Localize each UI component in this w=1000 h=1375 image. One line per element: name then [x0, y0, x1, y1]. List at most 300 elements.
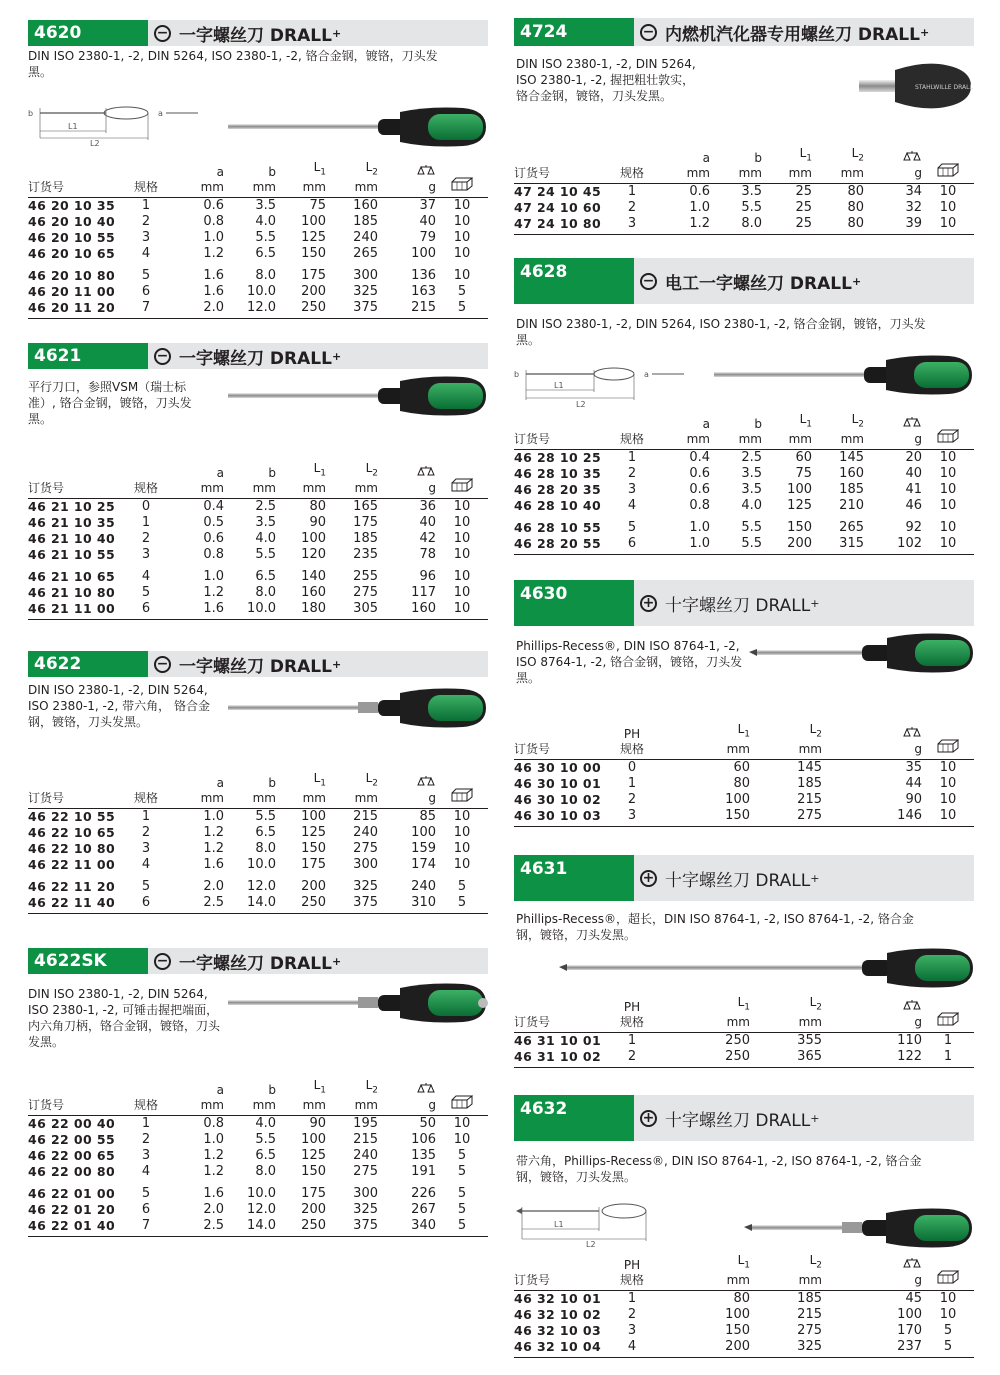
value-cell: 0.6	[689, 466, 710, 482]
size: 2	[141, 825, 151, 841]
value-cell: 305	[326, 601, 378, 620]
phillips-tip-icon: +	[640, 595, 657, 612]
value-cell: 96	[419, 569, 436, 585]
screwdriver-image	[228, 373, 490, 419]
order-number: 46 28 10 25	[514, 450, 602, 466]
table-row	[514, 1049, 974, 1068]
dimension-diagram	[514, 1197, 674, 1247]
value-cell: 146	[822, 808, 922, 827]
section-header	[28, 343, 488, 369]
value-cell: 160	[839, 466, 864, 482]
value-cell: 25	[762, 216, 812, 235]
pack-qty: 10	[939, 466, 957, 482]
table-row	[28, 1132, 488, 1148]
size: 2	[627, 466, 637, 482]
value-cell: 150	[301, 1164, 326, 1180]
value-cell: 240	[411, 879, 436, 895]
table-row	[514, 776, 974, 792]
spec-table: 订货号 PH 规格 $L_1$ mm $L_2$ mm g 46 30 10 00 0 60 145 35 10 46 30 10 01 1 80 185 44 10 46 30 10 02 2 100 215 90 10 46 30 10 03 3 150 275 146 10	[514, 722, 974, 827]
value-cell: 102	[864, 536, 922, 555]
box-icon	[451, 478, 473, 492]
value-cell: 140	[301, 569, 326, 585]
scale-icon	[416, 165, 436, 176]
description: DIN ISO 2380-1, -2, DIN 5264, ISO 2380-1, -2, 带六角， 铬合金钢，镀铬，刀头发黑。	[28, 683, 210, 729]
order-number: 46 22 00 55	[28, 1132, 116, 1148]
value-cell: 340	[378, 1218, 436, 1237]
value-cell: 315	[812, 536, 864, 555]
size: 4	[141, 1164, 151, 1180]
article-code: 4621	[28, 343, 148, 369]
table-row	[28, 214, 488, 230]
pack-qty: 10	[453, 268, 471, 284]
col-size: 规格	[133, 1098, 158, 1113]
size: 3	[627, 482, 637, 498]
value-cell: 275	[797, 1323, 822, 1339]
value-cell: 6.5	[255, 1148, 276, 1164]
value-cell: 150	[301, 841, 326, 857]
order-number: 46 21 10 80	[28, 585, 116, 601]
value-cell: 110	[897, 1033, 922, 1049]
order-number: 46 22 01 00	[28, 1186, 116, 1202]
table-row	[28, 1148, 488, 1164]
box-icon	[451, 177, 473, 191]
description: DIN ISO 2380-1, -2, DIN 5264, ISO 2380-1, -2, 可锤击握把端面，内六角刀柄，铬合金钢，镀铬，刀头发黑。	[28, 987, 221, 1049]
value-cell: 3.5	[741, 482, 762, 498]
section-header	[514, 18, 974, 46]
value-cell: 145	[797, 760, 822, 776]
value-cell: 5.5	[741, 200, 762, 216]
pack-qty: 5	[436, 895, 488, 914]
value-cell: 2.0	[203, 879, 224, 895]
value-cell: 32	[905, 200, 922, 216]
value-cell: 265	[353, 246, 378, 262]
col-order-no: 订货号	[28, 1098, 65, 1113]
value-cell: 1.2	[203, 825, 224, 841]
value-cell: 40	[905, 466, 922, 482]
col-order-no: 订货号	[514, 1015, 551, 1030]
pack-qty: 10	[453, 569, 471, 585]
value-cell: 0.6	[689, 184, 710, 200]
value-cell: 2.5	[255, 499, 276, 515]
size: 5	[141, 585, 151, 601]
pack-qty: 10	[453, 499, 471, 515]
size: 4	[141, 246, 151, 262]
slotted-tip-icon: −	[154, 348, 171, 365]
value-cell: 10.0	[224, 601, 276, 620]
value-cell: 80	[847, 200, 864, 216]
col-size: 规格	[133, 481, 158, 496]
table-row	[28, 585, 488, 601]
value-cell: 80	[847, 184, 864, 200]
value-cell: 46	[905, 498, 922, 514]
dimension-diagram	[514, 362, 694, 412]
size: 3	[141, 841, 151, 857]
svg-text:L2: L2	[586, 1240, 596, 1247]
svg-text:a: a	[644, 370, 649, 379]
value-cell: 2.5	[741, 450, 762, 466]
order-number: 46 30 10 01	[514, 776, 602, 792]
slotted-tip-icon: −	[154, 25, 171, 42]
pack-qty: 10	[939, 498, 957, 514]
table-row	[514, 498, 974, 514]
box-icon	[937, 1270, 959, 1284]
value-cell: 250	[276, 1218, 326, 1237]
value-cell: 240	[353, 825, 378, 841]
value-cell: 8.0	[255, 268, 276, 284]
table-row	[514, 514, 974, 536]
size: 2	[602, 1049, 662, 1068]
col-size: 规格	[619, 1273, 644, 1288]
value-cell: 44	[905, 776, 922, 792]
value-cell: 3.5	[255, 198, 276, 214]
table-row	[28, 895, 488, 914]
table-row	[514, 482, 974, 498]
value-cell: 92	[905, 520, 922, 536]
pack-qty: 10	[453, 531, 471, 547]
pack-qty: 5	[457, 879, 467, 895]
value-cell: 100	[725, 792, 750, 808]
size: 1	[627, 1033, 637, 1049]
size: 6	[141, 284, 151, 300]
value-cell: 325	[353, 284, 378, 300]
value-cell: 12.0	[224, 300, 276, 319]
value-cell: 100	[411, 825, 436, 841]
section-header	[28, 20, 488, 46]
value-cell: 80	[309, 499, 326, 515]
value-cell: 275	[353, 585, 378, 601]
size: 1	[627, 1291, 637, 1307]
table-row	[28, 563, 488, 585]
description: DIN ISO 2380-1, -2, DIN 5264, ISO 2380-1, -2, 握把粗壮敦实，铬合金钢，镀铬，刀头发黑。	[516, 57, 696, 103]
value-cell: 100	[725, 1307, 750, 1323]
value-cell: 325	[353, 1202, 378, 1218]
value-cell: 185	[353, 214, 378, 230]
table-row	[514, 1339, 974, 1358]
section-4622sk	[28, 948, 488, 1258]
value-cell: 175	[353, 515, 378, 531]
section-4724	[514, 18, 974, 240]
table-row	[28, 601, 488, 620]
box-icon	[451, 788, 473, 802]
value-cell: 100	[301, 1132, 326, 1148]
size: 1	[141, 198, 151, 214]
value-cell: 6.5	[255, 825, 276, 841]
order-number: 46 20 11 00	[28, 284, 116, 300]
screwdriver-image	[744, 1205, 976, 1251]
size: 4	[602, 1339, 662, 1358]
value-cell: 310	[378, 895, 436, 914]
screwdriver-image	[559, 945, 977, 991]
size: 1	[627, 184, 637, 200]
value-cell: 5.5	[255, 547, 276, 563]
size: 1	[627, 776, 637, 792]
value-cell: 60	[795, 450, 812, 466]
value-cell: 365	[750, 1049, 822, 1068]
table-row	[28, 857, 488, 873]
size: 4	[141, 569, 151, 585]
value-cell: 100	[411, 246, 436, 262]
value-cell: 265	[839, 520, 864, 536]
description: 平行刀口，参照VSM（瑞士标准）, 铬合金钢，镀铬，刀头发黑。	[28, 380, 192, 426]
value-cell: 90	[905, 792, 922, 808]
value-cell: 117	[411, 585, 436, 601]
article-code: 4622SK	[28, 948, 148, 974]
size: 5	[627, 520, 637, 536]
pack-qty: 5	[457, 284, 467, 300]
table-row	[28, 873, 488, 895]
size: 2	[627, 1307, 637, 1323]
order-number: 46 22 01 40	[28, 1218, 116, 1237]
value-cell: 5.5	[255, 230, 276, 246]
value-cell: 150	[787, 520, 812, 536]
svg-text:L2: L2	[90, 139, 100, 148]
value-cell: 35	[905, 760, 922, 776]
value-cell: 174	[411, 857, 436, 873]
box-icon	[937, 1012, 959, 1026]
order-number: 46 32 10 04	[514, 1339, 602, 1358]
pack-qty: 10	[453, 515, 471, 531]
col-order-no: 订货号	[514, 1273, 551, 1288]
order-number: 46 28 10 35	[514, 466, 602, 482]
value-cell: 250	[276, 895, 326, 914]
size: 3	[141, 547, 151, 563]
value-cell: 185	[797, 776, 822, 792]
value-cell: 45	[905, 1291, 922, 1307]
pack-qty: 10	[939, 520, 957, 536]
table-row	[28, 230, 488, 246]
spec-table: 订货号 规格 a mm b mm $L_1$ mm $L_2$ mm g 47 24 10 45 1 0.6 3.5 25 80 34 10 47 24 10 60 2 1.0 5.5 25 80 32 10 47 24 10 80 3 1.2 8.0 25 80 39 10	[514, 146, 974, 235]
table-row	[514, 808, 974, 827]
section-4621	[28, 343, 488, 633]
size: 6	[602, 536, 662, 555]
value-cell: 1.6	[203, 857, 224, 873]
value-cell: 0.8	[203, 547, 224, 563]
section-title: − 一字螺丝刀 DRALL +	[148, 949, 341, 974]
pack-qty: 5	[922, 1339, 974, 1358]
value-cell: 0.8	[203, 214, 224, 230]
scale-icon	[902, 727, 922, 738]
value-cell: 165	[353, 499, 378, 515]
section-title: − 电工一字螺丝刀 DRALL +	[634, 269, 861, 294]
pack-qty: 10	[453, 230, 471, 246]
pack-qty: 10	[453, 809, 471, 825]
value-cell: 0.6	[203, 198, 224, 214]
col-order-no: 订货号	[514, 432, 551, 447]
section-title: + 十字螺丝刀 DRALL +	[634, 1106, 819, 1131]
spec-table: 订货号 规格 a mm b mm $L_1$ mm $L_2$ mm g 46 20 10 35 1 0.6 3.5 75 160 37 10 46 20 10 40 2 0.8 4.0 100 185 40 10 46 20 10 55 3 1.0 5.5 125 240 79 10 46 20 10 65 4 1.2 6.5 150 265 100 10 46 20 10 80 5 1.6 8.0 175 300 136 10 46 20 11 00 6 1.6 10.0 200 325 163 5 46 20 11 20 7 2.0 12.0 250 375 215 5	[28, 160, 488, 319]
value-cell: 275	[353, 1164, 378, 1180]
value-cell: 355	[797, 1033, 822, 1049]
value-cell: 90	[309, 515, 326, 531]
value-cell: 2.5	[176, 1218, 224, 1237]
value-cell: 210	[839, 498, 864, 514]
pack-qty: 10	[939, 1291, 957, 1307]
order-number: 46 31 10 02	[514, 1049, 602, 1068]
value-cell: 300	[353, 1186, 378, 1202]
article-code: 4724	[514, 18, 634, 46]
slotted-tip-icon: −	[154, 656, 171, 673]
value-cell: 1.6	[203, 284, 224, 300]
scale-icon	[902, 1000, 922, 1011]
svg-text:b: b	[28, 109, 34, 118]
order-number: 46 32 10 01	[514, 1291, 602, 1307]
size: 3	[627, 1323, 637, 1339]
pack-qty: 10	[922, 536, 974, 555]
value-cell: 275	[750, 808, 822, 827]
value-cell: 275	[353, 841, 378, 857]
value-cell: 14.0	[224, 895, 276, 914]
order-number: 46 22 11 40	[28, 895, 116, 914]
value-cell: 5.5	[255, 809, 276, 825]
description: 带六角，Phillips-Recess®, DIN ISO 8764-1, -2, ISO 8764-1, -2, 铬合金钢，镀铬，刀头发黑。	[516, 1154, 922, 1184]
value-cell: 125	[301, 825, 326, 841]
table-row	[28, 515, 488, 531]
section-4630	[514, 580, 974, 835]
order-number: 46 20 10 55	[28, 230, 116, 246]
order-number: 46 21 10 35	[28, 515, 116, 531]
col-size: 规格	[619, 742, 644, 757]
value-cell: 160	[378, 601, 436, 620]
svg-text:a: a	[158, 109, 163, 118]
spec-table: 订货号 PH 规格 $L_1$ mm $L_2$ mm g 46 31 10 01 1 250 355 110 1 46 31 10 02 2 250 365 122 1	[514, 995, 974, 1068]
value-cell: 240	[353, 230, 378, 246]
value-cell: 5.5	[710, 536, 762, 555]
order-number: 47 24 10 45	[514, 184, 602, 200]
pack-qty: 5	[457, 1164, 467, 1180]
value-cell: 34	[905, 184, 922, 200]
order-number: 46 20 11 20	[28, 300, 116, 319]
value-cell: 100	[301, 531, 326, 547]
value-cell: 185	[797, 1291, 822, 1307]
value-cell: 10.0	[247, 857, 276, 873]
pack-qty: 10	[922, 808, 974, 827]
scale-icon	[416, 466, 436, 477]
size: 2	[627, 792, 637, 808]
table-row	[28, 1202, 488, 1218]
value-cell: 170	[897, 1323, 922, 1339]
value-cell: 160	[301, 585, 326, 601]
table-row	[514, 216, 974, 235]
col-size: 规格	[619, 166, 644, 181]
value-cell: 195	[353, 1116, 378, 1132]
order-number: 46 32 10 02	[514, 1307, 602, 1323]
article-code: 4631	[514, 855, 634, 901]
table-row	[28, 1180, 488, 1202]
screwdriver-image	[228, 685, 490, 731]
order-number: 47 24 10 80	[514, 216, 602, 235]
value-cell: 3.5	[741, 466, 762, 482]
pack-qty: 1	[922, 1049, 974, 1068]
value-cell: 6.5	[255, 246, 276, 262]
size: 3	[602, 216, 662, 235]
col-order-no: 订货号	[28, 180, 65, 195]
pack-qty: 5	[457, 1186, 467, 1202]
svg-text:L1: L1	[554, 381, 564, 390]
pack-qty: 10	[939, 776, 957, 792]
order-number: 46 20 10 65	[28, 246, 116, 262]
value-cell: 4.0	[255, 1116, 276, 1132]
svg-text:L2: L2	[576, 400, 586, 409]
pack-qty: 10	[939, 760, 957, 776]
size: 0	[627, 760, 637, 776]
value-cell: 250	[276, 300, 326, 319]
value-cell: 159	[411, 841, 436, 857]
size: 4	[141, 857, 151, 873]
order-number: 46 20 10 80	[28, 268, 116, 284]
spec-table: 订货号 规格 a mm b mm $L_1$ mm $L_2$ mm g 46 28 10 25 1 0.4 2.5 60 145 20 10 46 28 10 35 2 0.6 3.5 75 160 40 10 46 28 20 35 3 0.6 3.5 100 185 41 10 46 28 10 40 4 0.8 4.0 125 210 46 10 46 28 10 55 5 1.0 5.5 150 265 92 10 46 28 20 55 6 1.0 5.5 200 315 102 10	[514, 412, 974, 555]
order-number: 46 22 10 65	[28, 825, 116, 841]
phillips-tip-icon: +	[640, 870, 657, 887]
pack-qty: 10	[436, 601, 488, 620]
order-number: 46 30 10 00	[514, 760, 602, 776]
value-cell: 0.4	[689, 450, 710, 466]
pack-qty: 10	[453, 1132, 471, 1148]
pack-qty: 10	[453, 547, 471, 563]
table-row	[28, 300, 488, 319]
article-code: 4630	[514, 580, 634, 626]
table-row	[514, 1291, 974, 1308]
section-title: + 十字螺丝刀 DRALL +	[634, 866, 819, 891]
svg-text:L1: L1	[554, 1220, 564, 1229]
order-number: 46 28 20 55	[514, 536, 602, 555]
order-number: 46 21 10 55	[28, 547, 116, 563]
value-cell: 100	[897, 1307, 922, 1323]
table-row	[28, 809, 488, 826]
pack-qty: 5	[436, 300, 488, 319]
value-cell: 215	[797, 1307, 822, 1323]
order-number: 47 24 10 60	[514, 200, 602, 216]
value-cell: 1.2	[203, 1164, 224, 1180]
section-header	[28, 651, 488, 677]
spec-table: 订货号 规格 a mm b mm $L_1$ mm $L_2$ mm g 46 21 10 25 0 0.4 2.5 80 165 36 10 46 21 10 35 1 0.5 3.5 90 175 40 10 46 21 10 40 2 0.6 4.0 100 185 42 10 46 21 10 55 3 0.8 5.5 120 235 78 10 46 21 10 65 4 1.0 6.5 140 255 96 10 46 21 10 80 5 1.2 8.0 160 275 117 10 46 21 11 00 6 1.6 10.0 180 305 160 10	[28, 461, 488, 620]
value-cell: 1.0	[689, 200, 710, 216]
phillips-tip-icon: +	[640, 1110, 657, 1127]
order-number: 46 28 10 55	[514, 520, 602, 536]
value-cell: 4.0	[741, 498, 762, 514]
value-cell: 6.5	[255, 569, 276, 585]
section-title: − 内燃机汽化器专用螺丝刀 DRALL +	[634, 20, 929, 45]
table-row	[28, 1116, 488, 1133]
table-row	[514, 536, 974, 555]
pack-qty: 10	[453, 585, 471, 601]
value-cell: 375	[326, 300, 378, 319]
pack-qty: 10	[453, 198, 471, 214]
value-cell: 125	[787, 498, 812, 514]
pack-qty: 10	[939, 792, 957, 808]
size: 2	[627, 200, 637, 216]
stubby-screwdriver-image	[859, 56, 974, 126]
value-cell: 1.6	[203, 1186, 224, 1202]
value-cell: 25	[795, 184, 812, 200]
section-header	[514, 258, 974, 304]
value-cell: 300	[353, 268, 378, 284]
value-cell: 375	[326, 1218, 378, 1237]
value-cell: 100	[787, 482, 812, 498]
value-cell: 2.0	[203, 1202, 224, 1218]
value-cell: 75	[795, 466, 812, 482]
value-cell: 14.0	[224, 1218, 276, 1237]
value-cell: 85	[419, 809, 436, 825]
value-cell: 125	[301, 1148, 326, 1164]
section-title: + 十字螺丝刀 DRALL +	[634, 591, 819, 616]
size: 0	[141, 499, 151, 515]
value-cell: 1.0	[203, 569, 224, 585]
pack-qty: 10	[939, 450, 957, 466]
table-row	[514, 184, 974, 201]
value-cell: 240	[353, 1148, 378, 1164]
slotted-tip-icon: −	[154, 953, 171, 970]
order-number: 46 28 10 40	[514, 498, 602, 514]
